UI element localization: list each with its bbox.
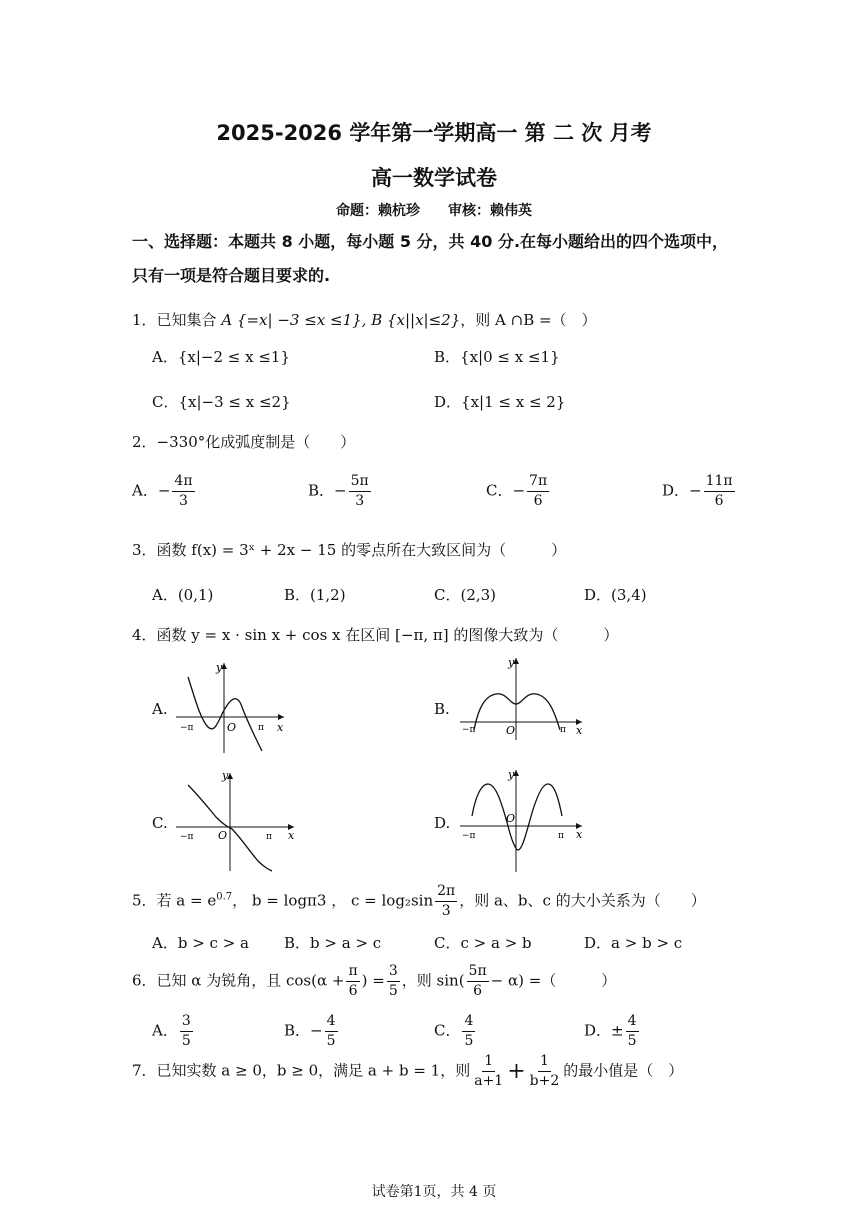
q3-option-b: B．(1,2): [284, 586, 346, 604]
page-footer: 试卷第1页，共 4 页: [371, 1184, 497, 1200]
question-5-stem: [132, 882, 706, 921]
q7-stem-pre: 7．已知实数 a ≥ 0，b ≥ 0，满足 a + b = 1，则: [132, 1061, 471, 1080]
graph-d-origin: O: [506, 812, 516, 825]
q2-option-b: [308, 472, 373, 511]
q6-frac-2: [387, 962, 400, 1001]
q2-a-fraction: [172, 472, 194, 511]
graph-a-neg-pi: −π: [180, 723, 194, 733]
exam-authors: 命题：赖杭珍 审核：赖伟英: [336, 203, 532, 219]
graph-a-pos-pi: π: [258, 723, 264, 733]
q6-c-den: 5: [464, 1033, 474, 1049]
graph-a-y-label: y: [216, 661, 223, 674]
q4-graph-b: [458, 652, 588, 744]
q6-c-num: 4: [462, 1012, 475, 1032]
q6-b-num: 4: [325, 1012, 338, 1032]
q5-option-a: A．b > c > a: [152, 934, 249, 952]
q6-f1-den: 6: [348, 983, 358, 999]
q2-option-d: [662, 472, 737, 511]
q7-frac-1: [472, 1052, 505, 1091]
q2-b-den: 3: [355, 493, 365, 509]
graph-b-neg-pi: −π: [462, 725, 476, 735]
graph-b-pos-pi: π: [560, 725, 566, 735]
q4-graph-a: [176, 655, 296, 755]
q4-option-a-label: A.: [152, 700, 168, 718]
graph-d-pos-pi: π: [558, 831, 564, 841]
q7-f2-num: 1: [538, 1052, 551, 1072]
q4-option-b-label: B.: [434, 700, 450, 718]
q2-c-num: 7π: [527, 472, 549, 492]
q2-option-c: [486, 472, 551, 511]
q1-set-a: A {=x| −3 ≤x ≤1}: [221, 311, 362, 329]
q6-option-b: [284, 1012, 340, 1051]
q6-option-d: [584, 1012, 641, 1051]
graph-d-x-label: x: [576, 828, 583, 841]
graph-b-x-label: x: [576, 724, 583, 737]
q6-f2-num: 3: [387, 962, 400, 982]
q7-f1-den: a+1: [474, 1073, 504, 1089]
q6-d-num: 4: [626, 1012, 639, 1032]
q6-f1-num: π: [346, 962, 359, 982]
q6-a-den: 5: [181, 1033, 191, 1049]
q6-f3-num: 5π: [467, 962, 489, 982]
graph-b-y-label: y: [508, 656, 515, 669]
q7-f1-num: 1: [482, 1052, 495, 1072]
q6-a-fraction: [180, 1012, 193, 1051]
q2-d-den: 6: [714, 493, 724, 509]
graph-c-pos-pi: π: [266, 832, 272, 842]
q7-stem-tail: 的最小值是（ ）: [563, 1061, 684, 1080]
question-4-stem: 4．函数 y = x · sin x + cos x 在区间 [−π, π] 的图像大致为（ ）: [132, 626, 619, 644]
q6-stem-tail: − α) =（ ）: [490, 971, 617, 990]
q2-d-fraction: [704, 472, 735, 511]
question-7-stem: [132, 1052, 683, 1091]
q6-d-den: 5: [627, 1033, 637, 1049]
q6-option-c: [434, 1012, 477, 1051]
q6-frac-3: [467, 962, 489, 1001]
q1-option-b: B．{x|0 ≤ x ≤1}: [434, 348, 560, 366]
question-2-stem: 2．−330°化成弧度制是（ ）: [132, 433, 356, 451]
q6-option-a: [152, 1012, 195, 1051]
q6-f2-den: 5: [388, 983, 398, 999]
q6-d-fraction: [626, 1012, 639, 1051]
q1-option-c: C．{x|−3 ≤ x ≤2}: [152, 393, 291, 411]
exam-title: 2025-2026 学年第一学期高一 第 二 次 月考: [216, 121, 652, 145]
q2-a-label: A．−: [132, 481, 171, 500]
graph-c-y-label: y: [222, 769, 229, 782]
q6-b-fraction: [325, 1012, 338, 1051]
q3-option-a: A．(0,1): [152, 586, 214, 604]
exam-subtitle: 高一数学试卷: [371, 166, 497, 190]
q5-stem-tail: ，则 a、b、c 的大小关系为（ ）: [459, 891, 706, 910]
q6-stem-pre: 6．已知 α 为锐角，且 cos(α +: [132, 971, 345, 990]
q1-number: 1．已知集合: [132, 311, 217, 329]
q5-frac-num: 2π: [435, 882, 457, 902]
q6-a-num: 3: [180, 1012, 193, 1032]
q2-c-fraction: [527, 472, 549, 511]
q2-b-fraction: [349, 472, 371, 511]
q2-b-num: 5π: [349, 472, 371, 492]
q6-f3-den: 6: [473, 983, 483, 999]
q7-f2-den: b+2: [529, 1073, 560, 1089]
q4-option-d-label: D.: [434, 814, 451, 832]
section-heading-line1: 一、选择题：本题共 8 小题，每小题 5 分，共 40 分.在每小题给出的四个选项中，: [132, 232, 729, 251]
q2-d-num: 11π: [704, 472, 735, 492]
graph-d-neg-pi: −π: [462, 831, 476, 841]
q3-option-c: C．(2,3): [434, 586, 497, 604]
q2-a-num: 4π: [172, 472, 194, 492]
q4-graph-c: [176, 765, 300, 875]
q5-fraction: [435, 882, 457, 921]
graph-a-x-label: x: [277, 721, 284, 734]
question-6-stem: [132, 962, 616, 1001]
q1-option-a: A．{x|−2 ≤ x ≤1}: [152, 348, 290, 366]
q6-frac-1: [346, 962, 359, 1001]
q5-option-d: D．a > b > c: [584, 934, 683, 952]
graph-c-origin: O: [218, 829, 228, 842]
graph-c-x-label: x: [288, 829, 295, 842]
q1-set-b: , B {x||x|≤2}: [361, 311, 461, 329]
graph-a-origin: O: [227, 721, 237, 734]
q7-frac-2: [528, 1052, 562, 1091]
q5-option-c: C．c > a > b: [434, 934, 532, 952]
q6-c-label: C．: [434, 1021, 461, 1040]
q6-b-den: 5: [326, 1033, 336, 1049]
q6-a-label: A．: [152, 1021, 178, 1040]
graph-b-origin: O: [506, 724, 516, 737]
q2-b-label: B．−: [308, 481, 347, 500]
q6-b-label: B．−: [284, 1021, 323, 1040]
q4-option-c-label: C.: [152, 814, 168, 832]
q2-d-label: D．−: [662, 481, 702, 500]
q2-option-a: [132, 472, 197, 511]
q2-c-den: 6: [533, 493, 543, 509]
q5-frac-den: 3: [441, 903, 451, 919]
section-heading-line2: 只有一项是符合题目要求的.: [132, 266, 331, 285]
q2-c-label: C．−: [486, 481, 526, 500]
q7-plus: +: [507, 1059, 526, 1084]
q6-c-fraction: [462, 1012, 475, 1051]
q5-stem-mid: ， b = logπ3 ， c = log₂sin: [232, 891, 434, 910]
q5-exponent: 0.7: [216, 891, 233, 903]
graph-d-y-label: y: [508, 768, 515, 781]
question-1-stem: [132, 309, 597, 330]
graph-c-neg-pi: −π: [180, 832, 194, 842]
q1-option-d: D．{x|1 ≤ x ≤ 2}: [434, 393, 566, 411]
q6-d-label: D．±: [584, 1021, 624, 1040]
q6-stem-mid1: ) =: [361, 971, 385, 990]
question-3-stem: 3．函数 f(x) = 3ˣ + 2x − 15 的零点所在大致区间为（ ）: [132, 541, 567, 559]
q6-stem-mid2: ，则 sin(: [401, 971, 465, 990]
q4-graph-d: [458, 764, 588, 876]
q1-tail: ，则 A ∩B =（ ）: [460, 311, 597, 329]
q5-stem-pre: 5．若 a = e: [132, 891, 217, 910]
q3-option-d: D．(3,4): [584, 586, 647, 604]
q2-a-den: 3: [179, 493, 188, 509]
q5-option-b: B．b > a > c: [284, 934, 382, 952]
